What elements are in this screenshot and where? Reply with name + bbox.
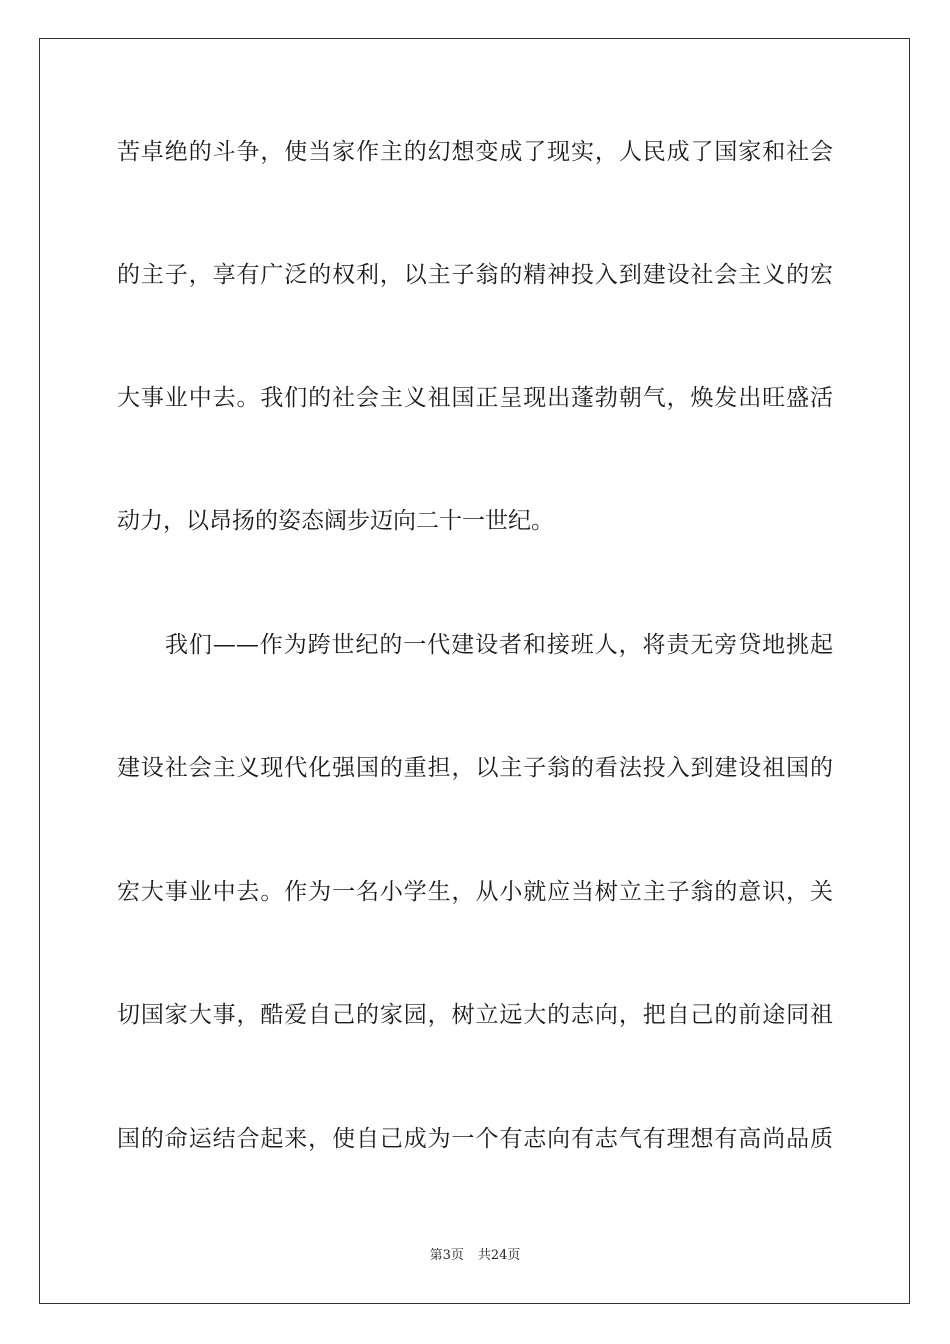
text-line: 国的命运结合起来，使自己成为一个有志向有志气有理想有高尚品质 bbox=[117, 1126, 833, 1152]
text-line: 建设社会主义现代化强国的重担，以主子翁的看法投入到建设祖国的 bbox=[117, 755, 833, 781]
page-border bbox=[39, 38, 910, 1304]
text-line: 宏大事业中去。作为一名小学生，从小就应当树立主子翁的意识，关 bbox=[117, 879, 833, 905]
paragraph-first-line: 我们——作为跨世纪的一代建设者和接班人，将责无旁贷地挑起 bbox=[165, 632, 833, 658]
text-line: 苦卓绝的斗争，使当家作主的幻想变成了现实，人民成了国家和社会 bbox=[117, 139, 833, 165]
text-line: 动力，以昂扬的姿态阔步迈向二十一世纪。 bbox=[117, 508, 554, 534]
page-total: 共24页 bbox=[477, 1248, 521, 1263]
text-line: 的主子，享有广泛的权利，以主子翁的精神投入到建设社会主义的宏 bbox=[117, 262, 833, 288]
text-line: 大事业中去。我们的社会主义祖国正呈现出蓬勃朝气，焕发出旺盛活 bbox=[117, 385, 833, 411]
page-number: 第3页 bbox=[429, 1248, 464, 1263]
text-line: 切国家大事，酷爱自己的家园，树立远大的志向，把自己的前途同祖 bbox=[117, 1002, 833, 1028]
page-footer bbox=[0, 1247, 950, 1265]
